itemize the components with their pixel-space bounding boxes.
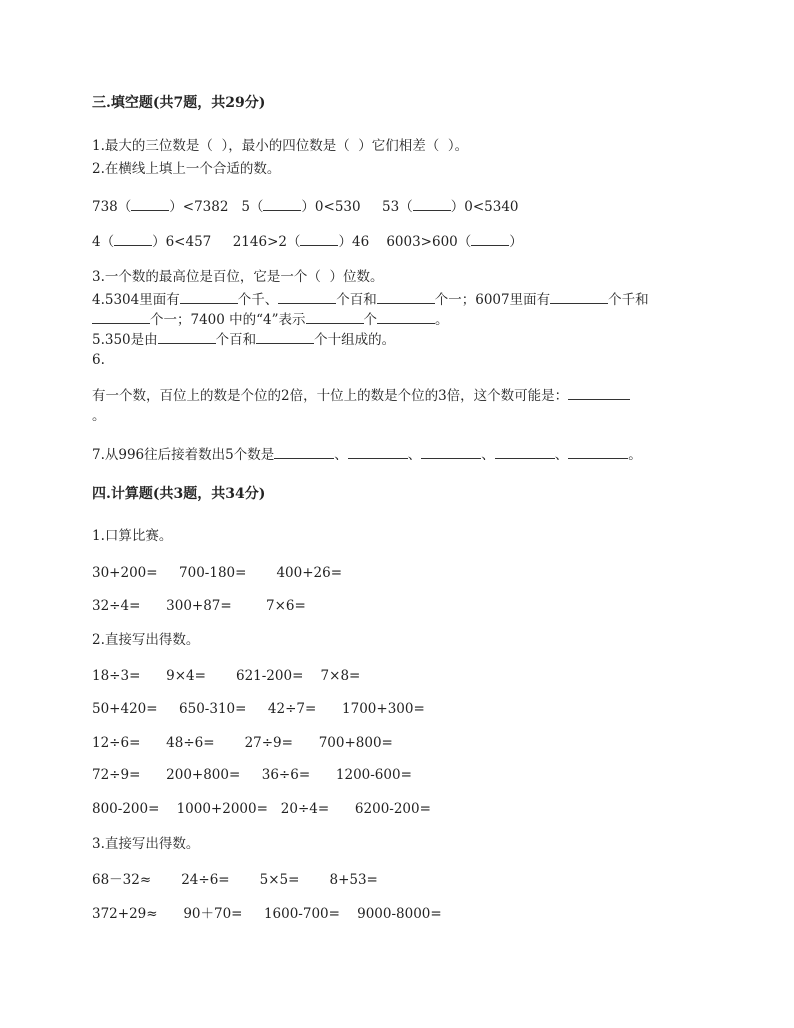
answer-blank[interactable] xyxy=(274,445,334,459)
question-6-end: 。 xyxy=(92,408,106,424)
question-2-row-2 xyxy=(92,233,523,250)
q4-text: 。 xyxy=(435,312,449,328)
q2b-text: 4（ xyxy=(92,234,115,250)
answer-blank[interactable] xyxy=(377,310,435,324)
q5-text: 个百和 xyxy=(215,332,257,348)
problem-3-title: 3.直接写出得数。 xyxy=(92,836,200,852)
q7-text: 7.从996往后接着数出5个数是 xyxy=(92,447,275,463)
problem-3-row-1: 68－32≈ 24÷6= 5×5= 8+53= xyxy=(92,872,378,888)
answer-blank[interactable] xyxy=(471,233,509,246)
answer-blank[interactable] xyxy=(131,198,169,211)
q7-sep: 、 xyxy=(334,447,348,463)
question-3: 3.一个数的最高位是百位，它是一个（ ）位数。 xyxy=(92,269,384,285)
answer-blank[interactable] xyxy=(306,310,364,324)
answer-blank[interactable] xyxy=(158,330,216,344)
answer-blank[interactable] xyxy=(377,290,435,304)
q4-text: 个 xyxy=(363,312,378,328)
q5-text: 个十组成的。 xyxy=(314,332,396,348)
q6-text: 有一个数，百位上的数是个位的2倍，十位上的数是个位的3倍，这个数可能是： xyxy=(92,388,569,404)
q4-text: 个一；6007里面有 xyxy=(434,292,551,308)
answer-blank[interactable] xyxy=(413,198,451,211)
answer-blank[interactable] xyxy=(114,233,152,246)
q2a-text: ）0<5340 xyxy=(450,199,519,215)
question-2: 2.在横线上填上一个合适的数。 xyxy=(92,161,281,177)
answer-blank[interactable] xyxy=(348,445,408,459)
answer-blank[interactable] xyxy=(180,290,238,304)
answer-blank[interactable] xyxy=(263,198,301,211)
q2a-text: 738（ xyxy=(92,199,132,215)
problem-1-row-2: 32÷4= 300+87= 7×6= xyxy=(92,598,306,614)
answer-blank[interactable] xyxy=(550,290,608,304)
answer-blank[interactable] xyxy=(278,290,336,304)
problem-2-row-2: 50+420= 650-310= 42÷7= 1700+300= xyxy=(92,701,425,717)
problem-2-row-3: 12÷6= 48÷6= 27÷9= 700+800= xyxy=(92,735,393,751)
problem-2-row-5: 800-200= 1000+2000= 20÷4= 6200-200= xyxy=(92,801,431,817)
question-1: 1.最大的三位数是（ ），最小的四位数是（ ）它们相差（ ）。 xyxy=(92,138,469,154)
answer-blank[interactable] xyxy=(495,445,555,459)
answer-blank[interactable] xyxy=(568,445,628,459)
q2a-text: ）<7382 5（ xyxy=(169,199,264,215)
q2b-text: ）6<457 2146>2（ xyxy=(152,234,301,250)
q4-text: 个千、 xyxy=(237,292,279,308)
problem-1-row-1: 30+200= 700-180= 400+26= xyxy=(92,565,343,581)
problem-2-title: 2.直接写出得数。 xyxy=(92,632,200,648)
problem-2-row-4: 72÷9= 200+800= 36÷6= 1200-600= xyxy=(92,767,412,783)
problem-3-row-2: 372+29≈ 90＋70= 1600-700= 9000-8000= xyxy=(92,906,442,922)
answer-blank[interactable] xyxy=(421,445,481,459)
q4-text: 个千和 xyxy=(608,292,649,308)
section-4-title: 四.计算题(共3题，共34分) xyxy=(92,486,266,502)
question-5 xyxy=(92,330,395,348)
question-4-line-2 xyxy=(92,310,449,328)
q4-text: 个百和 xyxy=(336,292,377,308)
question-6-number: 6. xyxy=(92,352,105,368)
problem-1-title: 1.口算比赛。 xyxy=(92,528,173,544)
q7-end: 。 xyxy=(628,447,642,463)
q7-sep: 、 xyxy=(554,447,569,463)
q2b-text: ）46 6003>600（ xyxy=(338,234,472,250)
q5-text: 5.350是由 xyxy=(92,332,158,348)
section-3-title: 三.填空题(共7题，共29分) xyxy=(92,95,266,111)
q7-sep: 、 xyxy=(407,447,422,463)
q2b-text: ） xyxy=(509,234,523,250)
question-2-row-1 xyxy=(92,198,519,215)
answer-blank[interactable] xyxy=(92,310,150,324)
answer-blank[interactable] xyxy=(568,386,630,400)
q2a-text: ）0<530 53（ xyxy=(301,199,413,215)
answer-blank[interactable] xyxy=(256,330,314,344)
q4-text: 4.5304里面有 xyxy=(92,292,180,308)
question-7 xyxy=(92,445,642,463)
q4-text: 个一；7400 中的“4”表示 xyxy=(150,312,306,328)
q7-sep: 、 xyxy=(481,447,495,463)
problem-2-row-1: 18÷3= 9×4= 621-200= 7×8= xyxy=(92,668,361,684)
question-4-line-1 xyxy=(92,290,649,308)
answer-blank[interactable] xyxy=(300,233,338,246)
question-6 xyxy=(92,386,630,404)
